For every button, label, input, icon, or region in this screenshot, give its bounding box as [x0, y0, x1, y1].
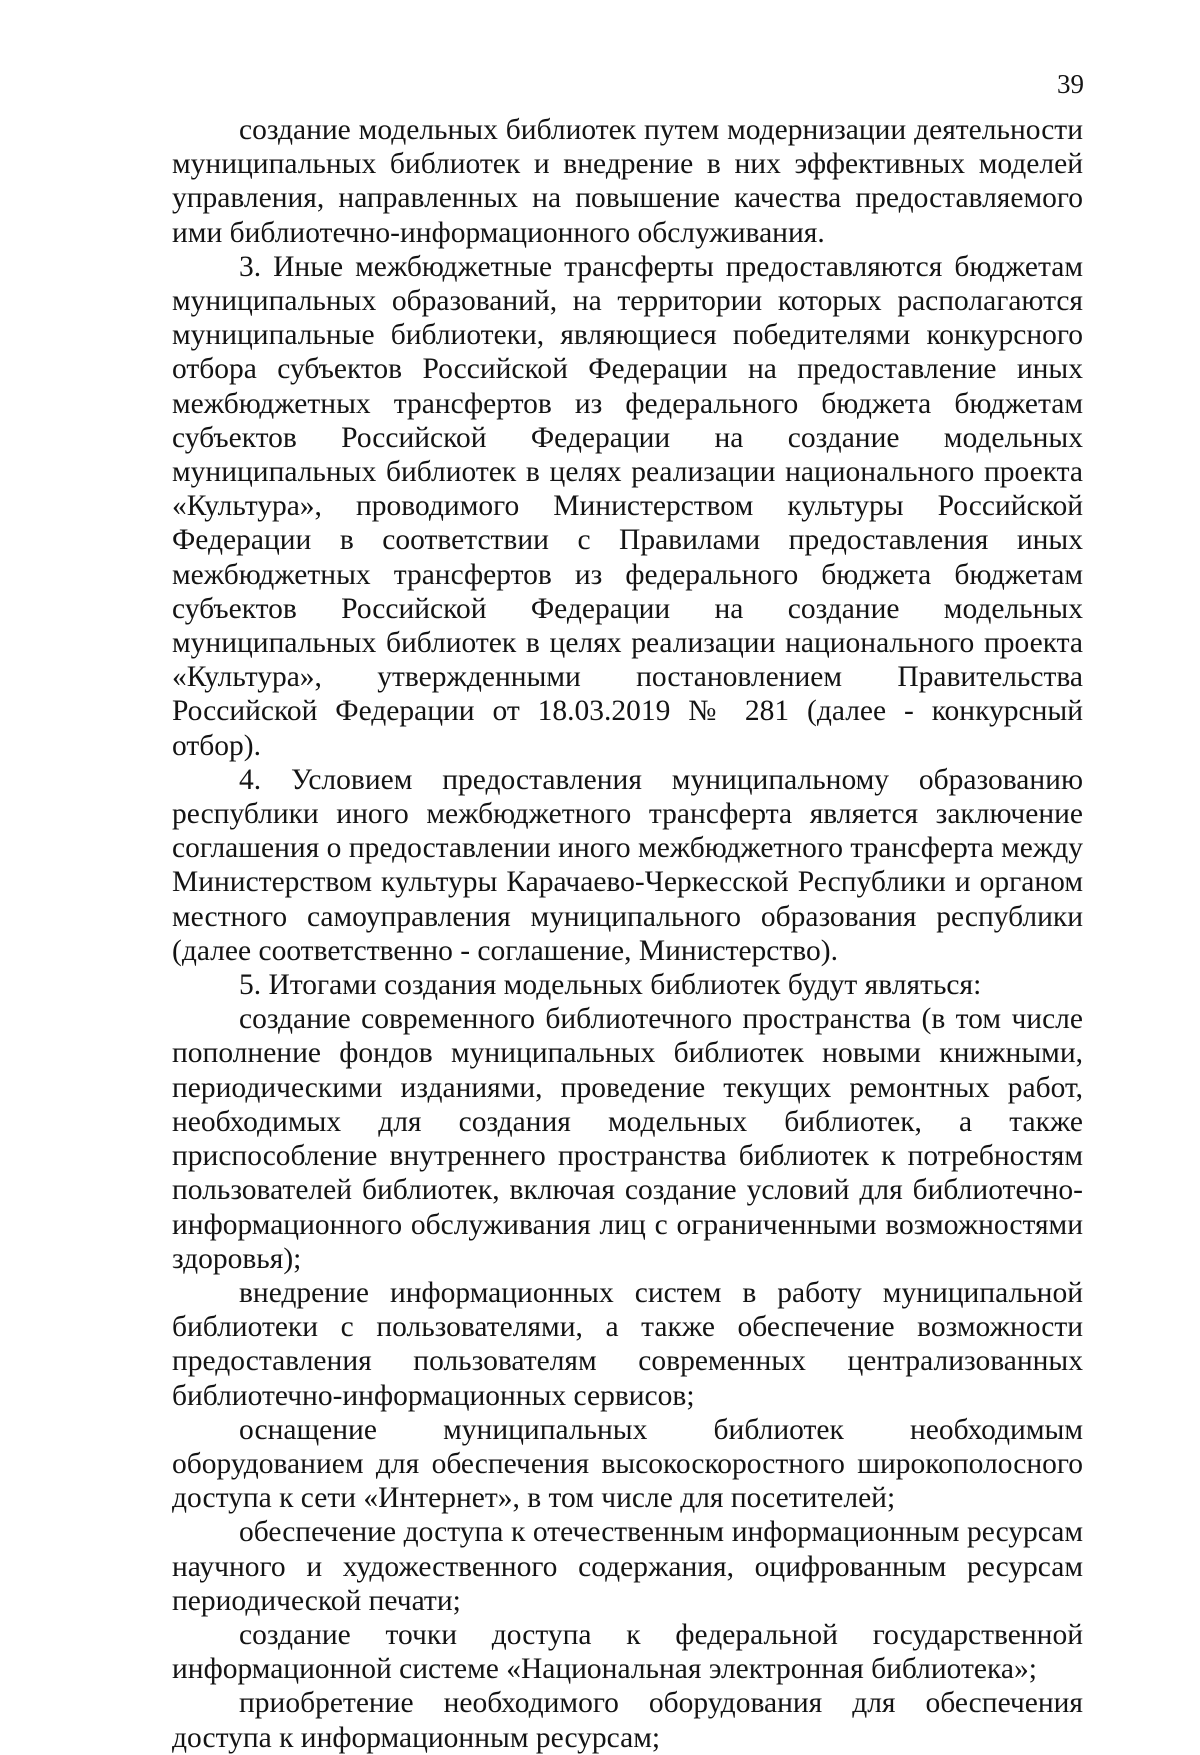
paragraph-item-5: 5. Итогами создания модельных библиотек будут являться:: [239, 969, 982, 1002]
list-item-neb-access-point: создание точки доступа к федеральной государственной информационной системе «Национальная электронная библиотека»;: [172, 1618, 1083, 1686]
document-body: [172, 113, 1083, 1755]
list-item-resource-access: обеспечение доступа к отечественным информационным ресурсам научного и художественного содержания, оцифрованным ресурсам периодической печати;: [172, 1516, 1083, 1617]
list-item-information-systems: внедрение информационных систем в работу муниципальной библиотеки с пользователями, а также обеспечение возможности предоставления пользователям современных централизованных библиотечно-информационных сервисов;: [172, 1276, 1083, 1412]
paragraph-item-3: 3. Иные межбюджетные трансферты предоставляются бюджетам муниципальных образований, на территории которых располагаются муниципальные библиотеки, являющиеся победителями конкурсного отбора субъектов Российской Федерации на предоставление иных межбюджетных трансфертов из федерального бюджета бюджетам субъектов Российской Федерации на создание модельных муниципальных библиотек в целях реализации национального проекта «Культура», проводимого Министерством культуры Российской Федерации в соответствии с Правилами предоставления иных межбюджетных трансфертов из федерального бюджета бюджетам субъектов Российской Федерации на создание модельных муниципальных библиотек в целях реализации национального проекта «Культура», утвержденными постановлением Правительства Российской Федерации от 18.03.2019 № 281 (далее - конкурсный отбор).: [172, 250, 1083, 762]
list-item-internet-equipment: оснащение муниципальных библиотек необходимым оборудованием для обеспечения высокоскоростного широкополосного доступа к сети «Интернет», в том числе для посетителей;: [172, 1413, 1083, 1515]
paragraph-item-4: 4. Условием предоставления муниципальному образованию республики иного межбюджетного трансферта является заключение соглашения о предоставлении иного межбюджетного трансферта между Министерством культуры Карачаево-Черкесской Республики и органом местного самоуправления муниципального образования республики (далее соответственно - соглашение, Министерство).: [172, 763, 1083, 967]
list-item-library-space: создание современного библиотечного пространства (в том числе пополнение фондов муниципальных библиотек новыми книжными, периодическими изданиями, проведение текущих ремонтных работ, необходимых для создания модельных библиотек, а также приспособление внутреннего пространства библиотек к потребностям пользователей библиотек, включая создание условий для библиотечно-информационного обслуживания лиц с ограниченными возможностями здоровья);: [172, 1003, 1083, 1275]
page-number: 39: [1057, 69, 1084, 99]
list-item-equipment-purchase: приобретение необходимого оборудования для обеспечения доступа к информационным ресурсам;: [172, 1687, 1083, 1754]
paragraph-intro-continuation: создание модельных библиотек путем модернизации деятельности муниципальных библиотек и внедрение в них эффективных моделей управления, направленных на повышение качества предоставляемого ими библиотечно-информационного обслуживания.: [172, 114, 1083, 249]
